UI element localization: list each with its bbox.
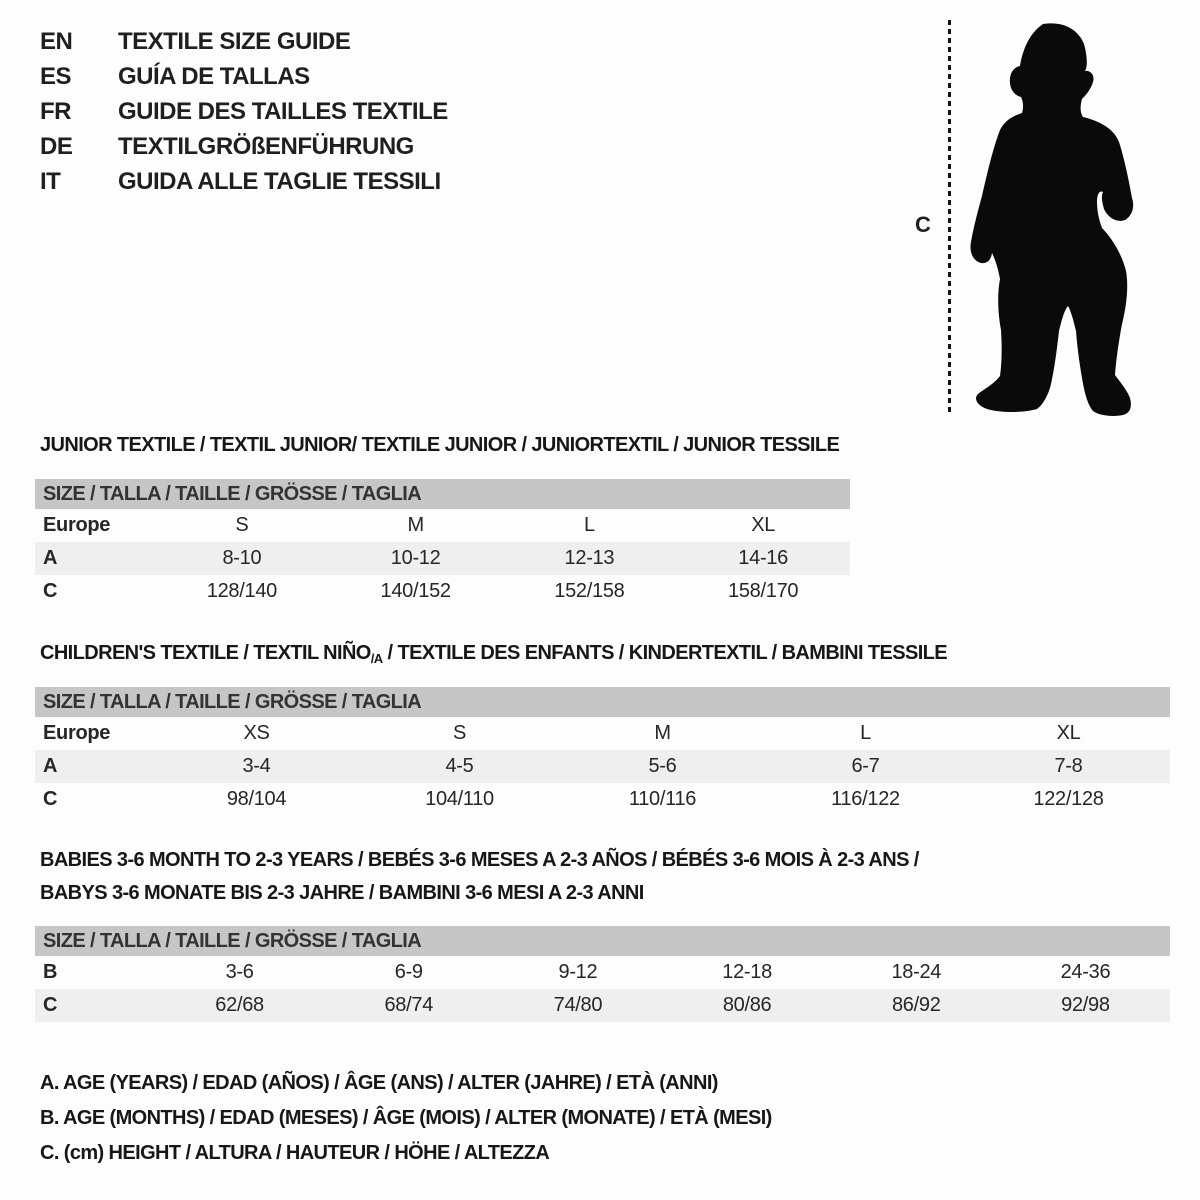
- row-label: C: [43, 788, 58, 810]
- table-row-height: [35, 989, 1170, 1022]
- babies-section-title-line2: BABYS 3-6 MONATE BIS 2-3 JAHRE / BAMBINI 3-6 MESI A 2-3 ANNI: [40, 882, 644, 904]
- note-height-cm: C. (cm) HEIGHT / ALTURA / HAUTEUR / HÖHE / ALTEZZA: [40, 1142, 550, 1164]
- children-size-table: [35, 687, 1170, 816]
- size-cell: 9-12: [558, 961, 598, 983]
- row-label: C: [43, 580, 58, 602]
- junior-section-title: JUNIOR TEXTILE / TEXTIL JUNIOR/ TEXTILE JUNIOR / JUNIORTEXTIL / JUNIOR TESSILE: [40, 434, 840, 456]
- size-cell: 24-36: [1060, 961, 1111, 983]
- size-cell: 92/98: [1061, 994, 1110, 1016]
- height-marker-label: C: [915, 212, 931, 237]
- size-cell: S: [235, 514, 249, 536]
- language-label: GUIDE DES TAILLES TEXTILE: [118, 97, 448, 125]
- size-cell: M: [654, 722, 671, 744]
- table-row-height: [35, 783, 1170, 816]
- language-label: GUIDA ALLE TAGLIE TESSILI: [118, 167, 441, 195]
- size-cell: 74/80: [553, 994, 603, 1016]
- size-cell: 3-6: [225, 961, 254, 983]
- children-title-pre: CHILDREN'S TEXTILE / TEXTIL NIÑO: [40, 642, 371, 664]
- children-title-sub: /A: [370, 651, 383, 666]
- size-cell: 62/68: [215, 994, 264, 1016]
- size-cell: 80/86: [722, 994, 772, 1016]
- size-cell: 152/158: [554, 580, 625, 602]
- language-label: TEXTILGRÖßENFÜHRUNG: [118, 132, 414, 160]
- size-cell: 116/122: [831, 788, 900, 810]
- size-cell: 128/140: [206, 580, 277, 602]
- language-row-fr: [40, 94, 448, 129]
- babies-section-title-line1: BABIES 3-6 MONTH TO 2-3 YEARS / BEBÉS 3-6 MESES A 2-3 AÑOS / BÉBÉS 3-6 MOIS À 2-3 ANS /: [40, 849, 919, 871]
- language-code: DE: [40, 132, 73, 160]
- size-cell: 6-7: [851, 755, 880, 777]
- language-row-es: [40, 59, 448, 94]
- size-table-header: SIZE / TALLA / TAILLE / GRÖSSE / TAGLIA: [35, 687, 1170, 717]
- row-label: A: [43, 547, 58, 569]
- table-row-europe: [35, 717, 1170, 750]
- size-table-header: SIZE / TALLA / TAILLE / GRÖSSE / TAGLIA: [35, 926, 1170, 956]
- size-cell: 14-16: [738, 547, 788, 569]
- row-label: A: [43, 755, 58, 777]
- size-cell: 140/152: [380, 580, 451, 602]
- size-cell: 4-5: [445, 755, 474, 777]
- size-cell: 7-8: [1054, 755, 1083, 777]
- table-row-height: [35, 575, 850, 608]
- note-age-months: B. AGE (MONTHS) / EDAD (MESES) / ÂGE (MOIS) / ALTER (MONATE) / ETÀ (MESI): [40, 1107, 772, 1129]
- language-row-it: [40, 164, 448, 199]
- babies-size-table: [35, 926, 1170, 1022]
- size-cell: 98/104: [226, 788, 287, 810]
- size-cell: 86/92: [891, 994, 941, 1016]
- row-label: C: [43, 994, 58, 1016]
- row-label: B: [43, 961, 58, 983]
- size-cell: 12-13: [564, 547, 615, 569]
- junior-size-table: [35, 479, 850, 608]
- language-row-de: [40, 129, 448, 164]
- size-cell: 3-4: [242, 755, 271, 777]
- language-code: IT: [40, 167, 61, 195]
- language-label: TEXTILE SIZE GUIDE: [118, 27, 351, 55]
- size-cell: 68/74: [384, 994, 434, 1016]
- children-section-title: [40, 642, 947, 666]
- language-label: GUÍA DE TALLAS: [118, 62, 310, 90]
- size-cell: XL: [1056, 722, 1081, 744]
- language-list: [40, 24, 448, 199]
- size-cell: XS: [243, 722, 270, 744]
- row-label: Europe: [43, 514, 111, 536]
- size-cell: 110/116: [628, 788, 697, 810]
- size-cell: 6-9: [394, 961, 423, 983]
- language-row-en: [40, 24, 448, 59]
- size-cell: XL: [751, 514, 776, 536]
- toddler-silhouette-icon: [965, 18, 1145, 418]
- size-cell: L: [583, 514, 595, 536]
- size-cell: 10-12: [390, 547, 441, 569]
- table-row-months: [35, 956, 1170, 989]
- size-cell: S: [452, 722, 467, 744]
- size-table-header: SIZE / TALLA / TAILLE / GRÖSSE / TAGLIA: [35, 479, 850, 509]
- size-cell: 158/170: [728, 580, 799, 602]
- size-cell: 12-18: [722, 961, 772, 983]
- size-cell: 104/110: [425, 788, 494, 810]
- children-title-post: / TEXTILE DES ENFANTS / KINDERTEXTIL / BAMBINI TESSILE: [382, 642, 948, 664]
- table-row-europe: [35, 509, 850, 542]
- table-row-age: [35, 542, 850, 575]
- size-cell: 122/128: [1033, 788, 1104, 810]
- size-cell: 5-6: [648, 755, 677, 777]
- size-cell: 8-10: [222, 547, 262, 569]
- table-row-age: [35, 750, 1170, 783]
- row-label: Europe: [43, 722, 111, 744]
- note-age-years: A. AGE (YEARS) / EDAD (AÑOS) / ÂGE (ANS) / ALTER (JAHRE) / ETÀ (ANNI): [40, 1072, 718, 1094]
- size-cell: M: [407, 514, 424, 536]
- size-cell: L: [860, 722, 871, 744]
- language-code: FR: [40, 97, 71, 125]
- language-code: ES: [40, 62, 72, 90]
- height-dashed-line: [948, 20, 951, 416]
- language-code: EN: [40, 27, 73, 55]
- size-cell: 18-24: [891, 961, 942, 983]
